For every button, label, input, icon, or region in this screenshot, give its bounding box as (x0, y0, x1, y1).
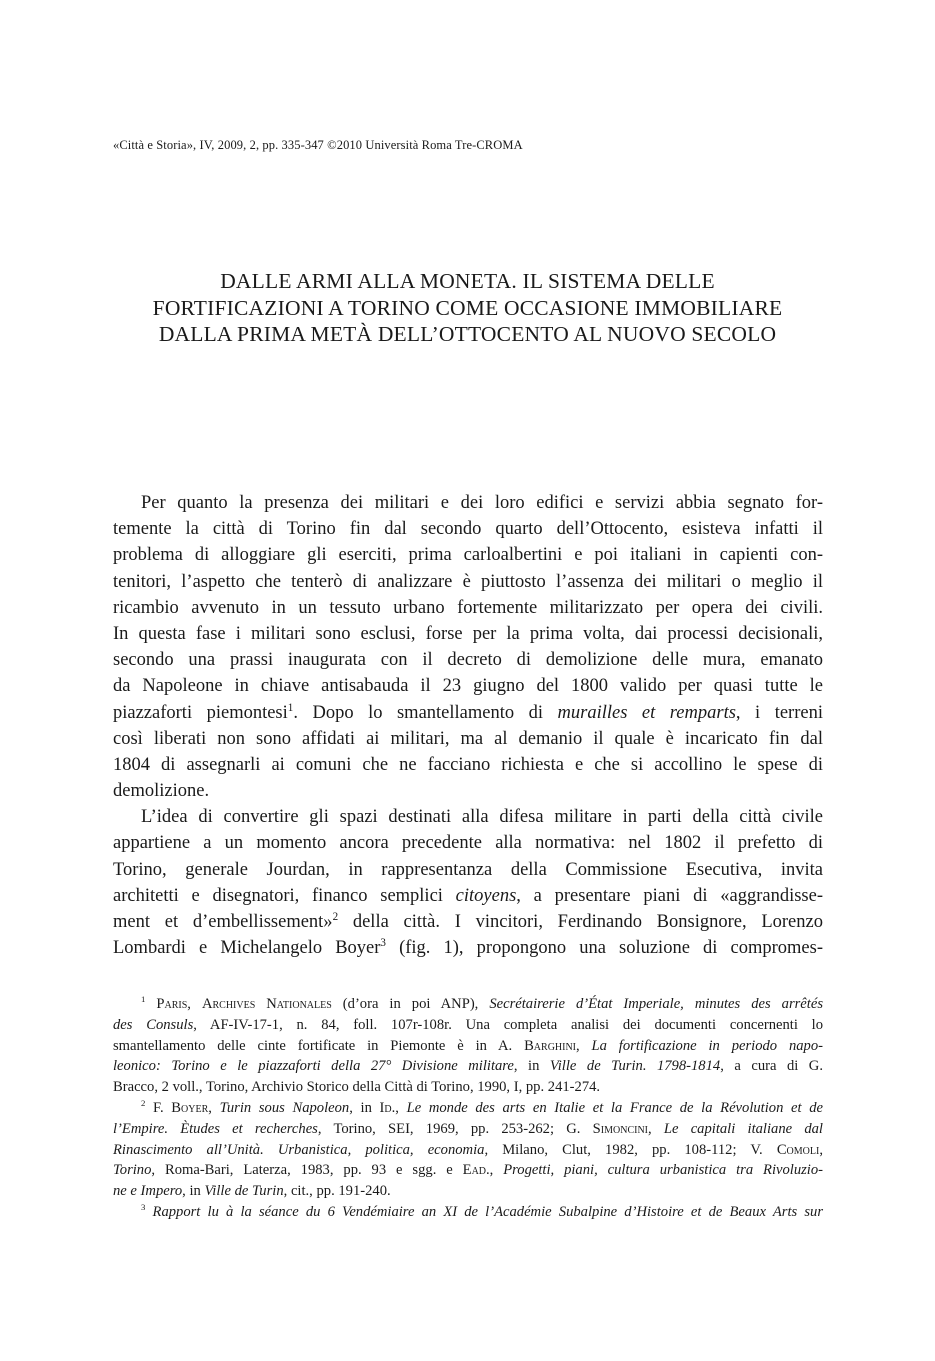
italic-span: Ville de Turin (204, 1183, 284, 1200)
body-line: demolizione. (113, 781, 210, 802)
body-line: secondo una prassi inaugurata con il decreto di demolizione delle mura, emanato (113, 650, 823, 671)
text-span: , (208, 1099, 220, 1116)
footnote-2-line (113, 1181, 823, 1202)
footnote-2-line (113, 1160, 823, 1181)
italic-span: Rinascimento all’Unità. Urbanistica, politica, economia (113, 1141, 485, 1158)
italic-span: leonico: Torino e le piazzaforti della 27° Divisione militare (113, 1058, 514, 1075)
italic-span: Secrétairerie d’État Imperiale, minutes des arrêtés (489, 996, 824, 1012)
smallcaps-span: Comoli (776, 1141, 820, 1158)
italic-span: murailles et remparts (557, 702, 736, 723)
footnote-number: 2 (141, 1098, 146, 1109)
text-span: , cit., pp. 191-240. (283, 1183, 391, 1200)
footnote-2-line (113, 1098, 823, 1119)
footnote-ref-1: 1 (287, 701, 294, 714)
text-span: , Milano, Clut, 1982, pp. 108-112; V. (484, 1141, 777, 1158)
body-line: problema di alloggiare gli eserciti, prima carloalbertini e poi italiani in capienti con- (113, 545, 823, 566)
footnote-1-line: Bracco, 2 voll., Torino, Archivio Storico della Città di Torino, 1990, I, pp. 241-274. (113, 1079, 601, 1096)
text-span: della città. I vincitori, Ferdinando Bonsignore, Lorenzo (338, 912, 823, 932)
text-span: , AF-IV-17-1, n. 84, foll. 107r-108r. Una completa analisi dei documenti concernenti lo (193, 1016, 824, 1033)
footnotes (113, 994, 823, 1223)
body-line: appartiene a un momento ancora precedente alla normativa: nel 1802 il prefetto di (113, 833, 823, 854)
text-span: (d’ora in poi ANP), (331, 996, 490, 1012)
body-line: ricambio avvenuto in un tessuto urbano fortemente militarizzato per opera dei civili. (113, 597, 823, 618)
smallcaps-span: Barghini (524, 1037, 577, 1054)
body-line (113, 883, 823, 909)
italic-span: La fortificazione in periodo napo- (591, 1037, 823, 1054)
italic-span: ne e Impero (113, 1183, 183, 1200)
footnote-ref-2: 2 (332, 910, 339, 923)
footnote-1-line: $^1$ Paris, Archives Nationales (d’ora in poi ANP), Secrétairerie d’État Imperiale, minutes des arrêtés (141, 994, 824, 1012)
body-line (113, 935, 823, 961)
body-line: temente la città di Torino fin dal secondo quarto dell’Ottocento, esisteva infatti il (113, 519, 823, 540)
title-line-2: FORTIFICAZIONI A TORINO COME OCCASIONE IMMOBILIARE (152, 295, 783, 320)
italic-span: Le monde des arts en Italie et la France de la Révolution et de (406, 1099, 824, 1116)
body-line: In questa fase i militari sono esclusi, forse per la prima volta, dai processi decisionali, (113, 623, 823, 644)
body-line: Torino, generale Jourdan, in rappresentanza della Commissione Esecutiva, invita (113, 859, 823, 880)
text-span: , in (349, 1099, 380, 1116)
body-line: da Napoleone in chiave antisabauda il 23 giugno del 1800 valido per quasi tutte le (113, 676, 823, 697)
footnote-ref-3: 3 (380, 937, 386, 950)
italic-span: Torino (113, 1162, 152, 1179)
text-span: F. (145, 1099, 172, 1116)
body-line (113, 700, 823, 726)
text-span: Lombardi e Michelangelo Boyer (113, 938, 381, 959)
text-span: , (395, 1099, 407, 1116)
smallcaps-span: Paris (156, 996, 188, 1012)
italic-span: l’Empire. Ètudes et recherches (113, 1120, 318, 1137)
text-span: , (819, 1141, 823, 1158)
body-line: tenitori, l’aspetto che tenterò di analizzare è piuttosto l’assenza dei militari o meglio il (113, 571, 823, 592)
text-span: , a cura di G. (720, 1058, 823, 1075)
footnote-2-line (113, 1119, 823, 1140)
body-line: così liberati non sono affidati ai militari, ma al demanio il quale è incaricato fin dal (113, 728, 823, 749)
body-line: L’idea di convertire gli spazi destinati alla difesa militare in parti della città civile (141, 807, 823, 828)
title-line-1: DALLE ARMI ALLA MONETA. IL SISTEMA DELLE (220, 269, 715, 293)
text-span: architetti e disegnatori, financo semplici (113, 885, 456, 906)
text-span: (fig. 1), propongono una soluzione di compromes- (385, 938, 823, 959)
text-span: , Torino, SEI, 1969, pp. 253-262; G. (317, 1120, 593, 1137)
article-title (90, 268, 845, 348)
italic-span: Le capitali italiane dal (663, 1120, 823, 1137)
smallcaps-span: Ead. (462, 1162, 490, 1179)
text-span: , in (182, 1183, 205, 1200)
text-span: , in (513, 1058, 550, 1075)
footnote-number: 3 (141, 1202, 146, 1213)
text-span: , (489, 1162, 504, 1179)
footnote-1-line (113, 1056, 823, 1077)
text-span: ment et d’embellissement» (113, 912, 333, 932)
smallcaps-span: Archives Nationales (201, 996, 332, 1012)
italic-span: Rapport lu à la séance du 6 Vendémiaire an XI de l’Académie Subalpine d’Histoire et de Beaux Arts sur (145, 1203, 823, 1220)
body-line: Per quanto la presenza dei militari e dei loro edifici e servizi abbia segnato for- (141, 493, 823, 513)
italic-span: citoyens (455, 885, 517, 906)
italic-span: des Consuls (113, 1016, 194, 1033)
text-span: , Roma-Bari, Laterza, 1983, pp. 93 e sgg. e (151, 1162, 463, 1179)
title-line-3: DALLA PRIMA METÀ DELL’OTTOCENTO AL NUOVO SECOLO (158, 322, 777, 346)
smallcaps-span: Boyer (171, 1099, 209, 1116)
body-line (113, 909, 823, 935)
text-span: , i terreni (735, 702, 823, 723)
italic-span: Progetti, piani, cultura urbanistica tra Rivoluzio- (503, 1162, 824, 1179)
text-span: , (648, 1120, 664, 1137)
smallcaps-span: Simoncini (592, 1120, 649, 1137)
running-head: «Città e Storia», IV, 2009, 2, pp. 335-347 ©2010 Università Roma Tre-CROMA (113, 138, 523, 152)
footnote-3-line (113, 1202, 823, 1223)
footnote-1-line (113, 1015, 823, 1036)
smallcaps-span: Id. (379, 1099, 396, 1116)
italic-span: Ville de Turin. 1798-1814 (549, 1058, 721, 1075)
footnote-1-line (113, 1036, 823, 1057)
text-span: piazzaforti piemontesi (113, 702, 288, 723)
footnote-2-line (113, 1140, 823, 1161)
text-span: , (576, 1037, 592, 1054)
text-span: . Dopo lo smantellamento di (293, 702, 558, 723)
text-span: smantellamento delle cinte fortificate in Piemonte è in A. (113, 1037, 525, 1054)
text-span: , a presentare piani di «aggrandisse- (516, 885, 823, 906)
footnote-number: 1 (141, 994, 146, 1005)
italic-span: Turin sous Napoleon (219, 1099, 350, 1116)
body-line: 1804 di assegnarli ai comuni che ne facciano richiesta e che si accollino le spese di (113, 754, 823, 775)
body-text (113, 490, 823, 961)
